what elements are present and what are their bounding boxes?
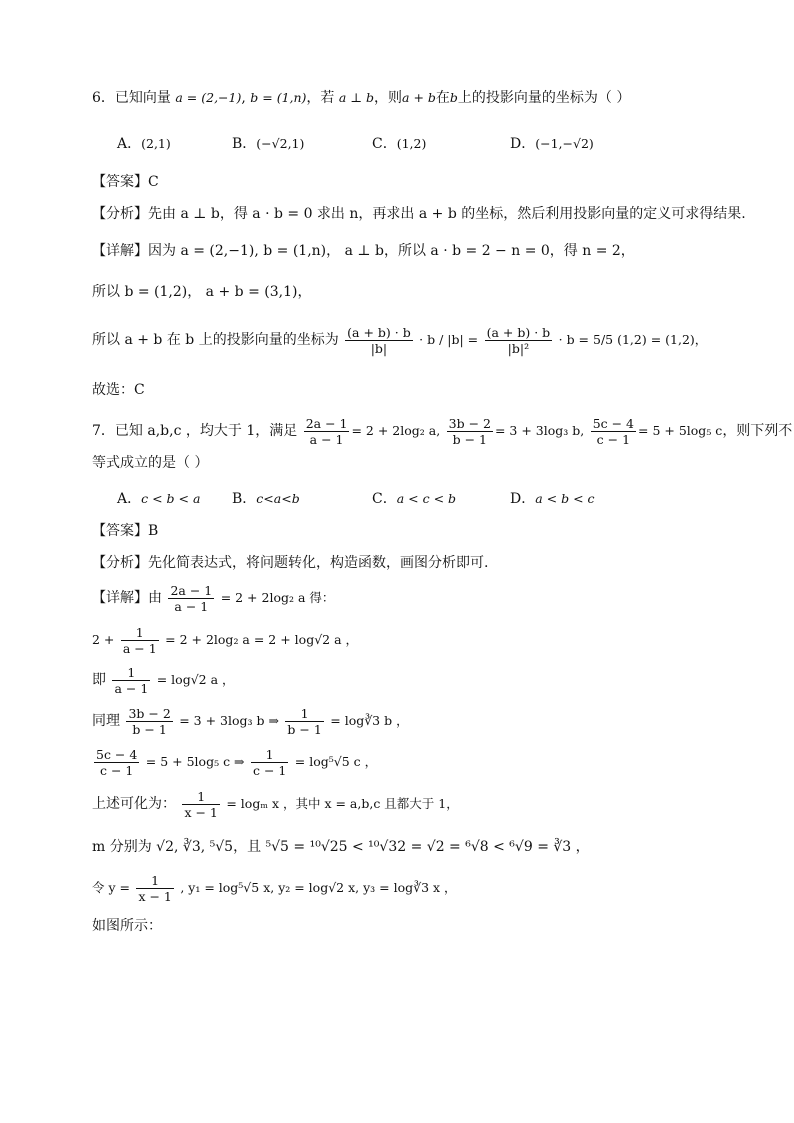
option-value: a < c < b: [396, 491, 457, 506]
q6-number: 6．: [92, 90, 115, 106]
detail-fraction: [126, 706, 172, 737]
fraction-denominator: c − 1: [99, 762, 134, 778]
fraction-numerator: 5c − 4: [592, 415, 635, 431]
answer-value: B: [148, 523, 159, 539]
q7-detail-1: [92, 580, 334, 616]
detail-text: 因为 a = (2,−1), b = (1,n)， a ⊥ b，所以 a · b = 2 − n = 0，得 n = 2，: [148, 243, 635, 259]
fraction-numerator: 3b − 2: [128, 705, 171, 721]
fraction-numerator: 1: [182, 789, 219, 805]
fraction-numerator: (a + b) · b: [486, 324, 551, 340]
q7-eq3-fraction: [591, 416, 636, 447]
q6-option-b: [232, 133, 304, 153]
q6-detail-1: [92, 241, 635, 261]
q7-answer: [92, 521, 158, 541]
fraction-denominator: c − 1: [596, 431, 631, 447]
detail-fraction: [168, 583, 214, 614]
detail-fraction-2: [251, 747, 288, 778]
q6-stem: 6．已知向量 a = (2,−1), b = (1,n)，若 a ⊥ b，则a + b在b上的投影向量的坐标为（ ）: [92, 90, 631, 106]
detail-prefix: 令 y =: [92, 880, 130, 895]
q7-number: 7．: [92, 423, 115, 439]
q7-eq1-rhs: = 2 + 2log₂ a,: [351, 423, 441, 438]
detail-prefix: 上述可化为：: [92, 796, 176, 812]
q7-option-d: [510, 488, 595, 508]
q6-detail-3: [92, 322, 707, 358]
detail-mid: = 3 + 3log₃ b ⇒: [179, 713, 279, 728]
fraction-denominator: x − 1: [184, 804, 218, 820]
q6-text-d: 在: [435, 90, 450, 106]
q7-option-a: [117, 488, 200, 508]
fraction-denominator: a − 1: [174, 598, 209, 614]
q7-detail-6: [92, 786, 459, 822]
option-label: A．: [117, 136, 142, 152]
analysis-tag: 【分析】: [92, 206, 148, 222]
fraction-denominator: b − 1: [452, 431, 487, 447]
detail-fraction: [182, 789, 219, 820]
answer-tag: 【答案】: [92, 174, 148, 190]
fraction-denominator: b − 1: [287, 721, 322, 737]
q7-eq1-fraction: [304, 416, 350, 447]
option-label: B．: [232, 136, 257, 152]
detail-prefix: 由: [148, 590, 162, 606]
q6-text-a: 已知向量: [114, 90, 171, 106]
detail-fraction: [94, 747, 139, 778]
q7-option-c: [372, 488, 456, 508]
detail-rhs: = log∛3 b ，: [330, 713, 409, 728]
detail-3-mid: · b / |b| =: [419, 332, 479, 347]
q7-detail-5: [92, 744, 377, 780]
fraction-numerator: 1: [251, 747, 288, 763]
q7-detail-8: [92, 870, 457, 906]
fraction-denominator: x − 1: [138, 888, 172, 904]
detail-3-tail: · b = 5/5 (1,2) = (1,2)，: [558, 332, 708, 347]
q6-text-b: ，若: [306, 90, 335, 106]
detail-rhs: = log⁵√5 c ，: [294, 754, 378, 769]
q7-stem-text-2: ，则下列不: [722, 423, 793, 439]
q7-detail-4: [92, 703, 409, 739]
q6-option-c: [372, 133, 426, 153]
analysis-text: 先化简表达式，将问题转化，构造函数，画图分析即可.: [148, 555, 489, 571]
detail-fraction-2: [285, 706, 323, 737]
fraction-numerator: 1: [285, 706, 323, 722]
fraction-denominator: a − 1: [114, 680, 149, 696]
detail-lhs: 2 +: [92, 632, 115, 647]
fraction-numerator: 2a − 1: [170, 582, 213, 598]
analysis-text: 先由 a ⊥ b，得 a · b = 0 求出 n，再求出 a + b 的坐标，然后利用投影向量的定义可求得结果.: [148, 206, 746, 222]
fraction-numerator: 1: [121, 625, 159, 641]
fraction-denominator: a − 1: [122, 640, 157, 656]
q6-detail-2: 所以 b = (1,2)， a + b = (3,1)，: [92, 284, 312, 300]
q6-vec-b: b = (1,n): [250, 90, 307, 105]
option-value: (1,2): [396, 136, 427, 151]
option-value: (−√2,1): [256, 136, 305, 151]
q6-sum: a + b: [402, 90, 436, 105]
q7-eq3-rhs: = 5 + 5log₅ c: [638, 423, 723, 438]
option-value: (2,1): [141, 136, 171, 151]
option-label: D．: [510, 491, 536, 507]
detail-rhs: , y₁ = log⁵√5 x, y₂ = log√2 x, y₃ = log∛3 x ，: [180, 880, 457, 895]
q6-vec-a: a = (2,−1): [175, 90, 242, 105]
projection-fraction-1: [345, 325, 413, 356]
detail-3-prefix: 所以 a + b 在 b 上的投影向量的坐标为: [92, 332, 339, 348]
detail-rhs: = 2 + 2log₂ a = 2 + log√2 a ，: [165, 632, 359, 647]
q7-detail-7: m 分别为 √2, ∛3, ⁵√5，且 ⁵√5 = ¹⁰√25 < ¹⁰√32 = √2 = ⁶√8 < ⁶√9 = ∛3 ，: [92, 839, 590, 855]
q6-b: b: [449, 90, 458, 105]
option-label: B．: [232, 491, 257, 507]
fraction-numerator: 3b − 2: [448, 415, 491, 431]
answer-value: C: [148, 174, 159, 190]
q6-option-d: [510, 133, 594, 153]
q7-detail-9: 如图所示：: [92, 918, 162, 934]
q7-stem-1: [92, 414, 792, 448]
fraction-numerator: 1: [136, 873, 173, 889]
fraction-numerator: (a + b) · b: [347, 324, 411, 340]
option-value: c < b < a: [141, 491, 201, 506]
option-label: C．: [372, 491, 397, 507]
option-value: (−1,−√2): [535, 136, 594, 151]
option-value: c<a<b: [256, 491, 300, 506]
detail-prefix: 同理: [92, 713, 120, 729]
detail-prefix: 即: [92, 672, 106, 688]
fraction-denominator: c − 1: [252, 762, 287, 778]
q7-stem-text: 已知 a,b,c ，均大于 1，满足: [114, 423, 298, 439]
option-label: A．: [117, 491, 142, 507]
q6-option-a: [117, 133, 171, 153]
q6-choice: 故选：C: [92, 382, 145, 398]
q6-answer: [92, 172, 159, 192]
fraction-numerator: 5c − 4: [96, 746, 138, 762]
q6-analysis: [92, 204, 746, 224]
option-label: C．: [372, 136, 397, 152]
detail-rhs: = log√2 a ，: [156, 672, 235, 687]
detail-tag: 【详解】: [92, 590, 148, 606]
detail-rhs: = logₘ x ，其中 x = a,b,c 且都大于 1，: [226, 796, 459, 811]
q7-stem-2: 等式成立的是（ ）: [92, 455, 209, 471]
projection-fraction-2: [485, 325, 553, 356]
option-value: a < b < c: [535, 491, 595, 506]
q7-eq2-rhs: = 3 + 3log₃ b,: [494, 423, 585, 438]
detail-rhs: = 2 + 2log₂ a 得：: [220, 590, 335, 605]
fraction-numerator: 2a − 1: [305, 415, 348, 431]
q6-text-c: ，则: [374, 90, 403, 106]
q6-perp: a ⊥ b: [338, 90, 375, 105]
detail-mid: = 5 + 5log₅ c ⇒: [145, 754, 245, 769]
option-label: D．: [510, 136, 536, 152]
q6-text-e: 上的投影向量的坐标为（ ）: [457, 90, 631, 106]
detail-tag: 【详解】: [92, 243, 148, 259]
fraction-denominator: a − 1: [309, 431, 344, 447]
fraction-denominator: |b|: [370, 340, 388, 356]
detail-fraction: [136, 873, 173, 904]
answer-tag: 【答案】: [92, 523, 148, 539]
detail-fraction: [112, 665, 150, 696]
fraction-numerator: 1: [112, 665, 150, 681]
q7-analysis: [92, 553, 488, 573]
fraction-denominator: |b|²: [507, 340, 530, 356]
q7-detail-3: [92, 662, 235, 698]
q7-detail-2: [92, 622, 358, 658]
detail-fraction: [121, 625, 159, 656]
analysis-tag: 【分析】: [92, 555, 148, 571]
fraction-denominator: b − 1: [132, 721, 167, 737]
q7-eq2-fraction: [447, 416, 493, 447]
q7-option-b: [232, 488, 300, 508]
